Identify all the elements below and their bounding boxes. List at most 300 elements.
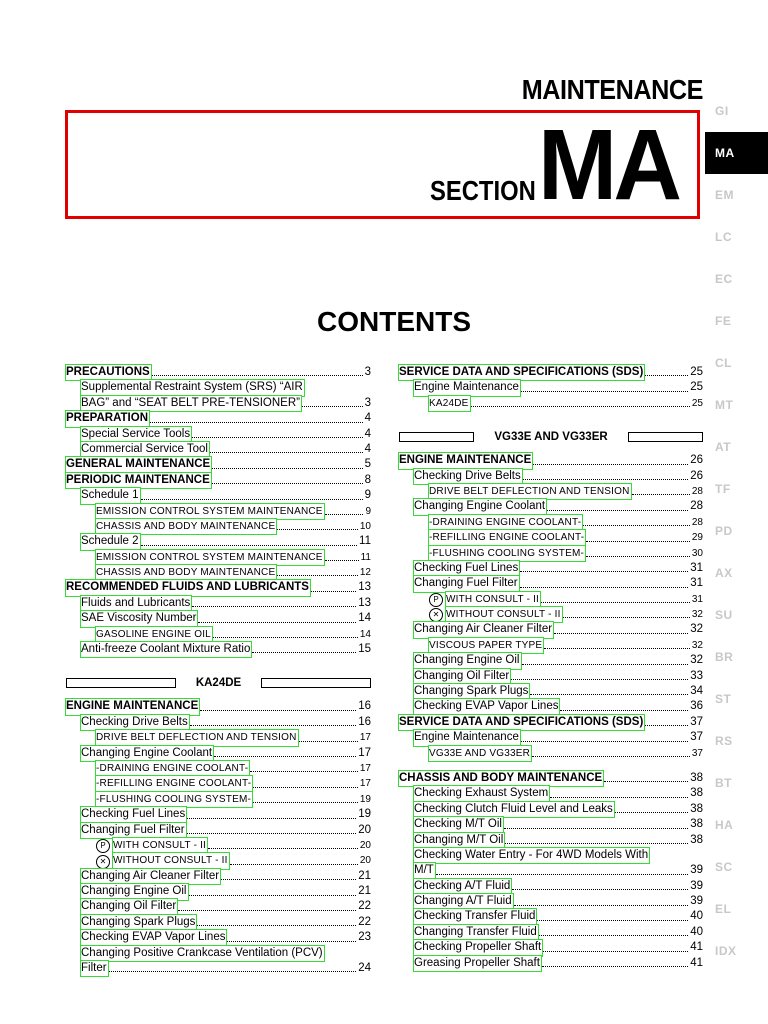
toc-entry[interactable] xyxy=(66,761,371,776)
toc-entry-title[interactable] xyxy=(429,396,470,411)
toc-page-number: 25 xyxy=(691,397,703,409)
toc-page-number: 24 xyxy=(358,962,371,975)
toc-entry-text: Engine Maintenance xyxy=(414,381,519,394)
toc-entry-title[interactable] xyxy=(81,534,140,549)
toc-group-general xyxy=(66,365,371,657)
section-tab-ax[interactable]: AX xyxy=(715,566,733,580)
toc-entry-text: DRIVE BELT DEFLECTION AND TENSION xyxy=(96,732,297,744)
toc-entry-title[interactable] xyxy=(81,869,220,884)
toc-entry[interactable] xyxy=(399,925,703,940)
toc-entry-title[interactable] xyxy=(81,823,186,838)
toc-entry-title[interactable] xyxy=(414,730,520,745)
toc-entry-title[interactable] xyxy=(66,457,211,472)
toc-entry-title[interactable] xyxy=(81,961,108,976)
toc-entry[interactable] xyxy=(66,776,371,791)
toc-entry[interactable] xyxy=(66,504,371,519)
toc-entry[interactable] xyxy=(399,576,703,591)
toc-entry[interactable] xyxy=(399,453,703,468)
dot-leader xyxy=(554,633,688,634)
dot-leader xyxy=(198,622,356,623)
toc-page-number: 38 xyxy=(690,787,703,800)
dot-leader xyxy=(150,422,363,423)
section-tab-br[interactable]: BR xyxy=(715,650,734,664)
toc-entry-text: Checking M/T Oil xyxy=(414,818,502,831)
toc-page-number: 9 xyxy=(364,489,371,502)
toc-page-number: 13 xyxy=(358,596,371,609)
section-tab-ha[interactable]: HA xyxy=(715,818,734,832)
toc-page-number: 38 xyxy=(690,833,703,846)
dot-leader xyxy=(227,941,356,942)
toc-entry-text: WITH CONSULT - II xyxy=(113,839,207,851)
toc-entry[interactable] xyxy=(66,396,371,411)
toc-entry-title[interactable] xyxy=(414,909,536,924)
toc-entry[interactable] xyxy=(66,457,371,472)
toc-entry[interactable] xyxy=(399,730,703,745)
dot-leader xyxy=(504,828,688,829)
toc-page-number: 32 xyxy=(691,639,703,651)
toc-entry-text: -DRAINING ENGINE COOLANT- xyxy=(96,762,249,774)
toc-entry[interactable] xyxy=(66,792,371,807)
toc-entry-title[interactable] xyxy=(81,396,301,411)
dot-leader xyxy=(530,694,688,695)
toc-entry-text: Changing Oil Filter xyxy=(81,900,177,913)
toc-entry-title[interactable] xyxy=(66,473,211,488)
toc-page-number: 41 xyxy=(690,941,703,954)
toc-page-number: 38 xyxy=(690,802,703,815)
toc-entry-title[interactable] xyxy=(81,488,140,503)
dot-leader xyxy=(253,787,358,788)
dot-leader xyxy=(560,710,688,711)
toc-entry[interactable] xyxy=(66,550,371,565)
toc-entry-title[interactable] xyxy=(414,576,519,591)
toc-entry-text: Changing Engine Oil xyxy=(81,885,187,898)
toc-entry-title[interactable] xyxy=(81,915,196,930)
section-tab-em[interactable]: EM xyxy=(715,188,734,202)
toc-entry[interactable] xyxy=(399,515,703,530)
dot-leader xyxy=(520,571,688,572)
toc-entry[interactable] xyxy=(66,838,371,853)
dot-leader xyxy=(299,741,358,742)
toc-entry-title[interactable] xyxy=(66,699,199,714)
toc-entry[interactable] xyxy=(66,715,371,730)
toc-entry[interactable] xyxy=(399,786,703,801)
toc-entry[interactable] xyxy=(399,499,703,514)
toc-entry-title[interactable] xyxy=(96,730,298,745)
toc-entry[interactable] xyxy=(66,730,371,745)
toc-entry-title[interactable] xyxy=(81,642,251,657)
toc-entry-text: Changing Engine Oil xyxy=(414,654,520,667)
dot-leader xyxy=(544,648,690,649)
toc-entry-text: EMISSION CONTROL SYSTEM MAINTENANCE xyxy=(96,551,323,563)
dot-leader xyxy=(542,966,688,967)
toc-page-number: 5 xyxy=(364,458,371,471)
dot-leader xyxy=(645,725,688,726)
toc-entry[interactable] xyxy=(399,469,703,484)
toc-entry[interactable] xyxy=(399,879,703,894)
dot-leader xyxy=(512,889,688,890)
toc-entry-text: Checking Water Entry - For 4WD Models With xyxy=(414,848,649,861)
section-tab-rs[interactable]: RS xyxy=(715,734,733,748)
toc-entry[interactable] xyxy=(66,869,371,884)
toc-entry-title[interactable] xyxy=(414,863,435,878)
toc-entry-title[interactable] xyxy=(96,792,252,807)
toc-entry[interactable] xyxy=(399,365,703,380)
toc-entry[interactable] xyxy=(399,684,703,699)
toc-entry[interactable] xyxy=(399,561,703,576)
toc-entry-text: KA24DE xyxy=(429,397,469,409)
toc-entry-text: -FLUSHING COOLING SYSTEM- xyxy=(96,793,252,805)
toc-entry-title[interactable] xyxy=(113,838,207,853)
toc-entry[interactable] xyxy=(66,699,371,714)
toc-entry-title[interactable] xyxy=(414,684,529,699)
consult-tool-icon: P xyxy=(96,839,110,853)
toc-page-number: 21 xyxy=(358,885,371,898)
section-tab-pd[interactable]: PD xyxy=(715,524,733,538)
toc-entry[interactable] xyxy=(66,365,371,380)
toc-entry-title[interactable] xyxy=(429,530,585,545)
toc-entry-title[interactable] xyxy=(429,484,631,499)
dot-leader xyxy=(200,710,356,711)
toc-entry-title[interactable] xyxy=(429,746,531,761)
toc-entry[interactable] xyxy=(66,915,371,930)
toc-entry[interactable] xyxy=(399,894,703,909)
toc-entry-title[interactable] xyxy=(81,807,186,822)
toc-page-number: 22 xyxy=(358,900,371,913)
toc-entry-text: WITH CONSULT - II xyxy=(446,593,540,605)
toc-entry-text: Filter xyxy=(81,962,107,975)
toc-entry[interactable] xyxy=(399,546,703,561)
dot-leader xyxy=(253,802,358,803)
toc-entry-text: Checking EVAP Vapor Lines xyxy=(414,700,559,713)
toc-entry[interactable] xyxy=(66,853,371,868)
toc-entry-title[interactable] xyxy=(113,853,229,868)
toc-entry-text: SERVICE DATA AND SPECIFICATIONS (SDS) xyxy=(399,715,644,728)
toc-entry[interactable] xyxy=(66,807,371,822)
toc-entry[interactable] xyxy=(66,534,371,549)
toc-entry[interactable] xyxy=(66,746,371,761)
toc-page-number: 31 xyxy=(690,561,703,574)
dot-leader xyxy=(252,652,356,653)
toc-entry-title[interactable] xyxy=(414,925,538,940)
section-tab-ec[interactable]: EC xyxy=(715,272,733,286)
manual-title: MAINTENANCE xyxy=(521,74,703,105)
toc-entry[interactable] xyxy=(66,627,371,642)
toc-entry[interactable] xyxy=(66,519,371,534)
dot-leader xyxy=(436,874,688,875)
toc-entry-title[interactable] xyxy=(414,380,520,395)
toc-entry-title[interactable] xyxy=(66,580,310,595)
toc-entry[interactable] xyxy=(66,611,371,626)
toc-entry-title[interactable] xyxy=(81,596,191,611)
toc-entry-title[interactable] xyxy=(414,802,614,817)
toc-page-number: 17 xyxy=(359,778,371,790)
toc-entry[interactable] xyxy=(399,833,703,848)
toc-page-number: 4 xyxy=(364,427,371,440)
toc-entry[interactable] xyxy=(399,622,703,637)
toc-entry-text: Checking Drive Belts xyxy=(81,715,188,728)
toc-entry-title[interactable] xyxy=(81,899,177,914)
dot-leader xyxy=(325,560,359,561)
toc-entry-title[interactable] xyxy=(414,879,511,894)
toc-group-chassis xyxy=(399,771,703,971)
section-tab-bt[interactable]: BT xyxy=(715,776,732,790)
toc-page-number: 10 xyxy=(359,520,371,532)
toc-entry-text: ENGINE MAINTENANCE xyxy=(66,700,199,713)
dot-leader xyxy=(521,391,688,392)
toc-entry-text: M/T xyxy=(414,864,434,877)
toc-entry-text: Checking Drive Belts xyxy=(414,469,521,482)
dot-leader xyxy=(230,864,358,865)
toc-entry[interactable] xyxy=(399,396,703,411)
section-tab-st[interactable]: ST xyxy=(715,692,732,706)
toc-entry-title[interactable] xyxy=(414,699,559,714)
toc-entry-title[interactable] xyxy=(414,469,522,484)
dot-leader xyxy=(547,510,688,511)
toc-entry-text: Engine Maintenance xyxy=(414,731,519,744)
dot-leader xyxy=(604,781,688,782)
section-tab-mt[interactable]: MT xyxy=(715,398,734,412)
divider-bar xyxy=(399,432,474,442)
toc-entry[interactable] xyxy=(399,607,703,622)
toc-entry[interactable] xyxy=(66,596,371,611)
toc-entry-title[interactable] xyxy=(429,638,543,653)
toc-entry[interactable] xyxy=(66,427,371,442)
toc-entry[interactable] xyxy=(399,848,703,863)
toc-entry[interactable] xyxy=(66,961,371,976)
toc-entry-title[interactable] xyxy=(96,519,276,534)
toc-entry[interactable] xyxy=(399,940,703,955)
toc-entry-text: VG33E AND VG33ER xyxy=(429,747,531,759)
toc-entry-title[interactable] xyxy=(414,894,513,909)
toc-entry[interactable] xyxy=(399,638,703,653)
toc-entry-title[interactable] xyxy=(446,592,540,607)
toc-entry-title[interactable] xyxy=(81,746,213,761)
toc-page-number: 25 xyxy=(690,365,703,378)
section-tab-gi[interactable]: GI xyxy=(715,104,729,118)
toc-page-number: 17 xyxy=(358,746,371,759)
toc-entry-text: ENGINE MAINTENANCE xyxy=(399,454,532,467)
toc-entry-text: -REFILLING ENGINE COOLANT- xyxy=(96,778,252,790)
toc-entry[interactable] xyxy=(399,771,703,786)
toc-entry[interactable] xyxy=(66,442,371,457)
toc-entry-title[interactable] xyxy=(399,365,644,380)
toc-entry-text: Supplemental Restraint System (SRS) “AIR xyxy=(81,381,303,394)
toc-entry-title[interactable] xyxy=(81,715,189,730)
dot-leader xyxy=(302,406,363,407)
toc-page-number: 16 xyxy=(358,715,371,728)
dot-leader xyxy=(615,812,688,813)
toc-entry-title[interactable] xyxy=(399,771,603,786)
toc-page-number: 20 xyxy=(359,839,371,851)
toc-entry-title[interactable] xyxy=(96,761,249,776)
toc-page-number: 22 xyxy=(358,915,371,928)
toc-entry-title[interactable] xyxy=(66,411,149,426)
section-tab-lc[interactable]: LC xyxy=(715,230,732,244)
toc-group-sds xyxy=(399,365,703,411)
toc-entry[interactable] xyxy=(66,642,371,657)
toc-entry-title[interactable] xyxy=(96,565,276,580)
dot-leader xyxy=(210,452,363,453)
dot-leader xyxy=(523,479,688,480)
toc-entry-text: Commercial Service Tool xyxy=(81,442,208,455)
toc-entry-title[interactable] xyxy=(414,848,649,863)
toc-entry-text: Fluids and Lubricants xyxy=(81,596,191,609)
toc-entry[interactable] xyxy=(399,484,703,499)
dot-leader xyxy=(586,556,690,557)
toc-entry[interactable] xyxy=(399,653,703,668)
toc-entry-title[interactable] xyxy=(429,546,585,561)
toc-entry-title[interactable] xyxy=(414,669,510,684)
toc-entry[interactable] xyxy=(66,488,371,503)
toc-page-number: 32 xyxy=(690,654,703,667)
toc-entry-title[interactable] xyxy=(414,817,503,832)
toc-entry-title[interactable] xyxy=(66,365,151,380)
toc-entry-title[interactable] xyxy=(414,833,504,848)
toc-entry-text: CHASSIS AND BODY MAINTENANCE xyxy=(96,520,276,532)
section-tab-fe[interactable]: FE xyxy=(715,314,732,328)
toc-entry-title[interactable] xyxy=(414,561,519,576)
toc-entry-text: SAE Viscosity Number xyxy=(81,612,197,625)
toc-entry[interactable] xyxy=(399,592,703,607)
dot-leader xyxy=(178,910,356,911)
toc-entry-title[interactable] xyxy=(96,776,252,791)
dot-leader xyxy=(632,494,690,495)
dot-leader xyxy=(214,756,356,757)
toc-entry[interactable] xyxy=(399,817,703,832)
toc-entry-text: PRECAUTIONS xyxy=(66,365,150,378)
toc-entry-text: Changing A/T Fluid xyxy=(414,895,512,908)
toc-entry-text: -DRAINING ENGINE COOLANT- xyxy=(429,516,582,528)
toc-entry-title[interactable] xyxy=(414,499,546,514)
toc-entry[interactable] xyxy=(399,669,703,684)
toc-entry-title[interactable] xyxy=(81,427,191,442)
toc-entry-text: Changing M/T Oil xyxy=(414,833,504,846)
toc-entry[interactable] xyxy=(66,473,371,488)
dot-leader xyxy=(505,843,688,844)
toc-entry[interactable] xyxy=(399,715,703,730)
toc-entry-text: Changing Fuel Filter xyxy=(414,577,518,590)
toc-entry[interactable] xyxy=(399,746,703,761)
section-tab-sc[interactable]: SC xyxy=(715,860,733,874)
toc-entry[interactable] xyxy=(66,900,371,915)
toc-entry[interactable] xyxy=(66,580,371,595)
dot-leader xyxy=(586,541,690,542)
toc-entry[interactable] xyxy=(399,863,703,878)
toc-entry[interactable] xyxy=(399,530,703,545)
toc-entry-title[interactable] xyxy=(81,884,188,899)
toc-entry-text: Checking Fuel Lines xyxy=(81,808,186,821)
dot-leader xyxy=(511,679,688,680)
toc-entry-title[interactable] xyxy=(414,622,553,637)
toc-entry-text: Checking Fuel Lines xyxy=(414,561,519,574)
toc-entry[interactable] xyxy=(66,565,371,580)
dot-leader xyxy=(563,617,690,618)
toc-entry-title[interactable] xyxy=(81,930,226,945)
toc-entry-text: GASOLINE ENGINE OIL xyxy=(96,628,211,640)
toc-entry-title[interactable] xyxy=(81,380,304,395)
toc-entry-title[interactable] xyxy=(81,946,324,961)
contents-heading: CONTENTS xyxy=(317,306,471,337)
toc-page-number: 36 xyxy=(690,700,703,713)
toc-entry-title[interactable] xyxy=(96,627,212,642)
toc-page-number: 30 xyxy=(691,547,703,559)
section-tab-el[interactable]: EL xyxy=(715,902,732,916)
toc-entry[interactable] xyxy=(399,699,703,714)
toc-page-number: 34 xyxy=(690,685,703,698)
toc-entry-text: Checking Propeller Shaft xyxy=(414,941,542,954)
toc-entry-title[interactable] xyxy=(414,786,549,801)
dot-leader xyxy=(311,591,356,592)
toc-page-number: 28 xyxy=(690,500,703,513)
toc-entry-text: -REFILLING ENGINE COOLANT- xyxy=(429,532,585,544)
toc-page-number: 19 xyxy=(358,808,371,821)
toc-entry-title[interactable] xyxy=(446,607,562,622)
toc-entry[interactable] xyxy=(66,946,371,961)
dot-leader xyxy=(192,437,363,438)
toc-entry[interactable] xyxy=(399,802,703,817)
toc-entry[interactable] xyxy=(66,930,371,945)
toc-entry-title[interactable] xyxy=(81,611,197,626)
toc-entry-text: RECOMMENDED FLUIDS AND LUBRICANTS xyxy=(66,581,309,594)
section-tab-su[interactable]: SU xyxy=(715,608,733,622)
section-tabs xyxy=(705,90,768,972)
toc-entry-title[interactable] xyxy=(96,550,324,565)
dot-leader xyxy=(543,951,688,952)
toc-page-number: 32 xyxy=(691,609,703,621)
toc-entry-text: Checking Exhaust System xyxy=(414,787,549,800)
toc-entry[interactable] xyxy=(66,411,371,426)
toc-entry-text: PREPARATION xyxy=(66,412,148,425)
section-code: MA xyxy=(538,109,679,221)
toc-page-number: 39 xyxy=(690,864,703,877)
toc-entry-title[interactable] xyxy=(429,515,582,530)
toc-entry-text: Checking A/T Fluid xyxy=(414,879,511,892)
toc-entry-title[interactable] xyxy=(96,504,324,519)
dot-leader xyxy=(514,905,689,906)
toc-entry-title[interactable] xyxy=(414,956,541,971)
toc-entry-title[interactable] xyxy=(414,940,542,955)
toc-page-number: 17 xyxy=(359,762,371,774)
section-tab-at[interactable]: AT xyxy=(715,440,732,454)
toc-entry-title[interactable] xyxy=(414,653,521,668)
dot-leader xyxy=(277,575,358,576)
toc-entry[interactable] xyxy=(399,956,703,971)
toc-entry[interactable] xyxy=(66,823,371,838)
section-tab-idx[interactable]: IDX xyxy=(715,944,737,958)
toc-page-number: 28 xyxy=(691,516,703,528)
toc-entry-title[interactable] xyxy=(81,442,209,457)
section-tab-tf[interactable]: TF xyxy=(715,482,731,496)
toc-entry[interactable] xyxy=(66,884,371,899)
dot-leader xyxy=(471,406,690,407)
toc-page-number: 17 xyxy=(359,732,371,744)
section-tab-ma[interactable]: MA xyxy=(705,132,768,174)
toc-entry-text: Changing Positive Crankcase Ventilation (PCV) xyxy=(81,946,323,959)
toc-entry-text: SERVICE DATA AND SPECIFICATIONS (SDS) xyxy=(399,365,644,378)
toc-page-number: 11 xyxy=(360,551,371,563)
toc-entry-text: Changing Fuel Filter xyxy=(81,823,185,836)
toc-entry[interactable] xyxy=(66,380,371,395)
toc-entry[interactable] xyxy=(399,380,703,395)
toc-entry[interactable] xyxy=(399,910,703,925)
toc-entry-title[interactable] xyxy=(399,715,644,730)
dot-leader xyxy=(277,529,358,530)
dot-leader xyxy=(212,468,362,469)
toc-entry-text: -FLUSHING COOLING SYSTEM- xyxy=(429,547,585,559)
toc-entry-text: Special Service Tools xyxy=(81,427,191,440)
section-tab-cl[interactable]: CL xyxy=(715,356,732,370)
toc-entry-title[interactable] xyxy=(399,453,532,468)
